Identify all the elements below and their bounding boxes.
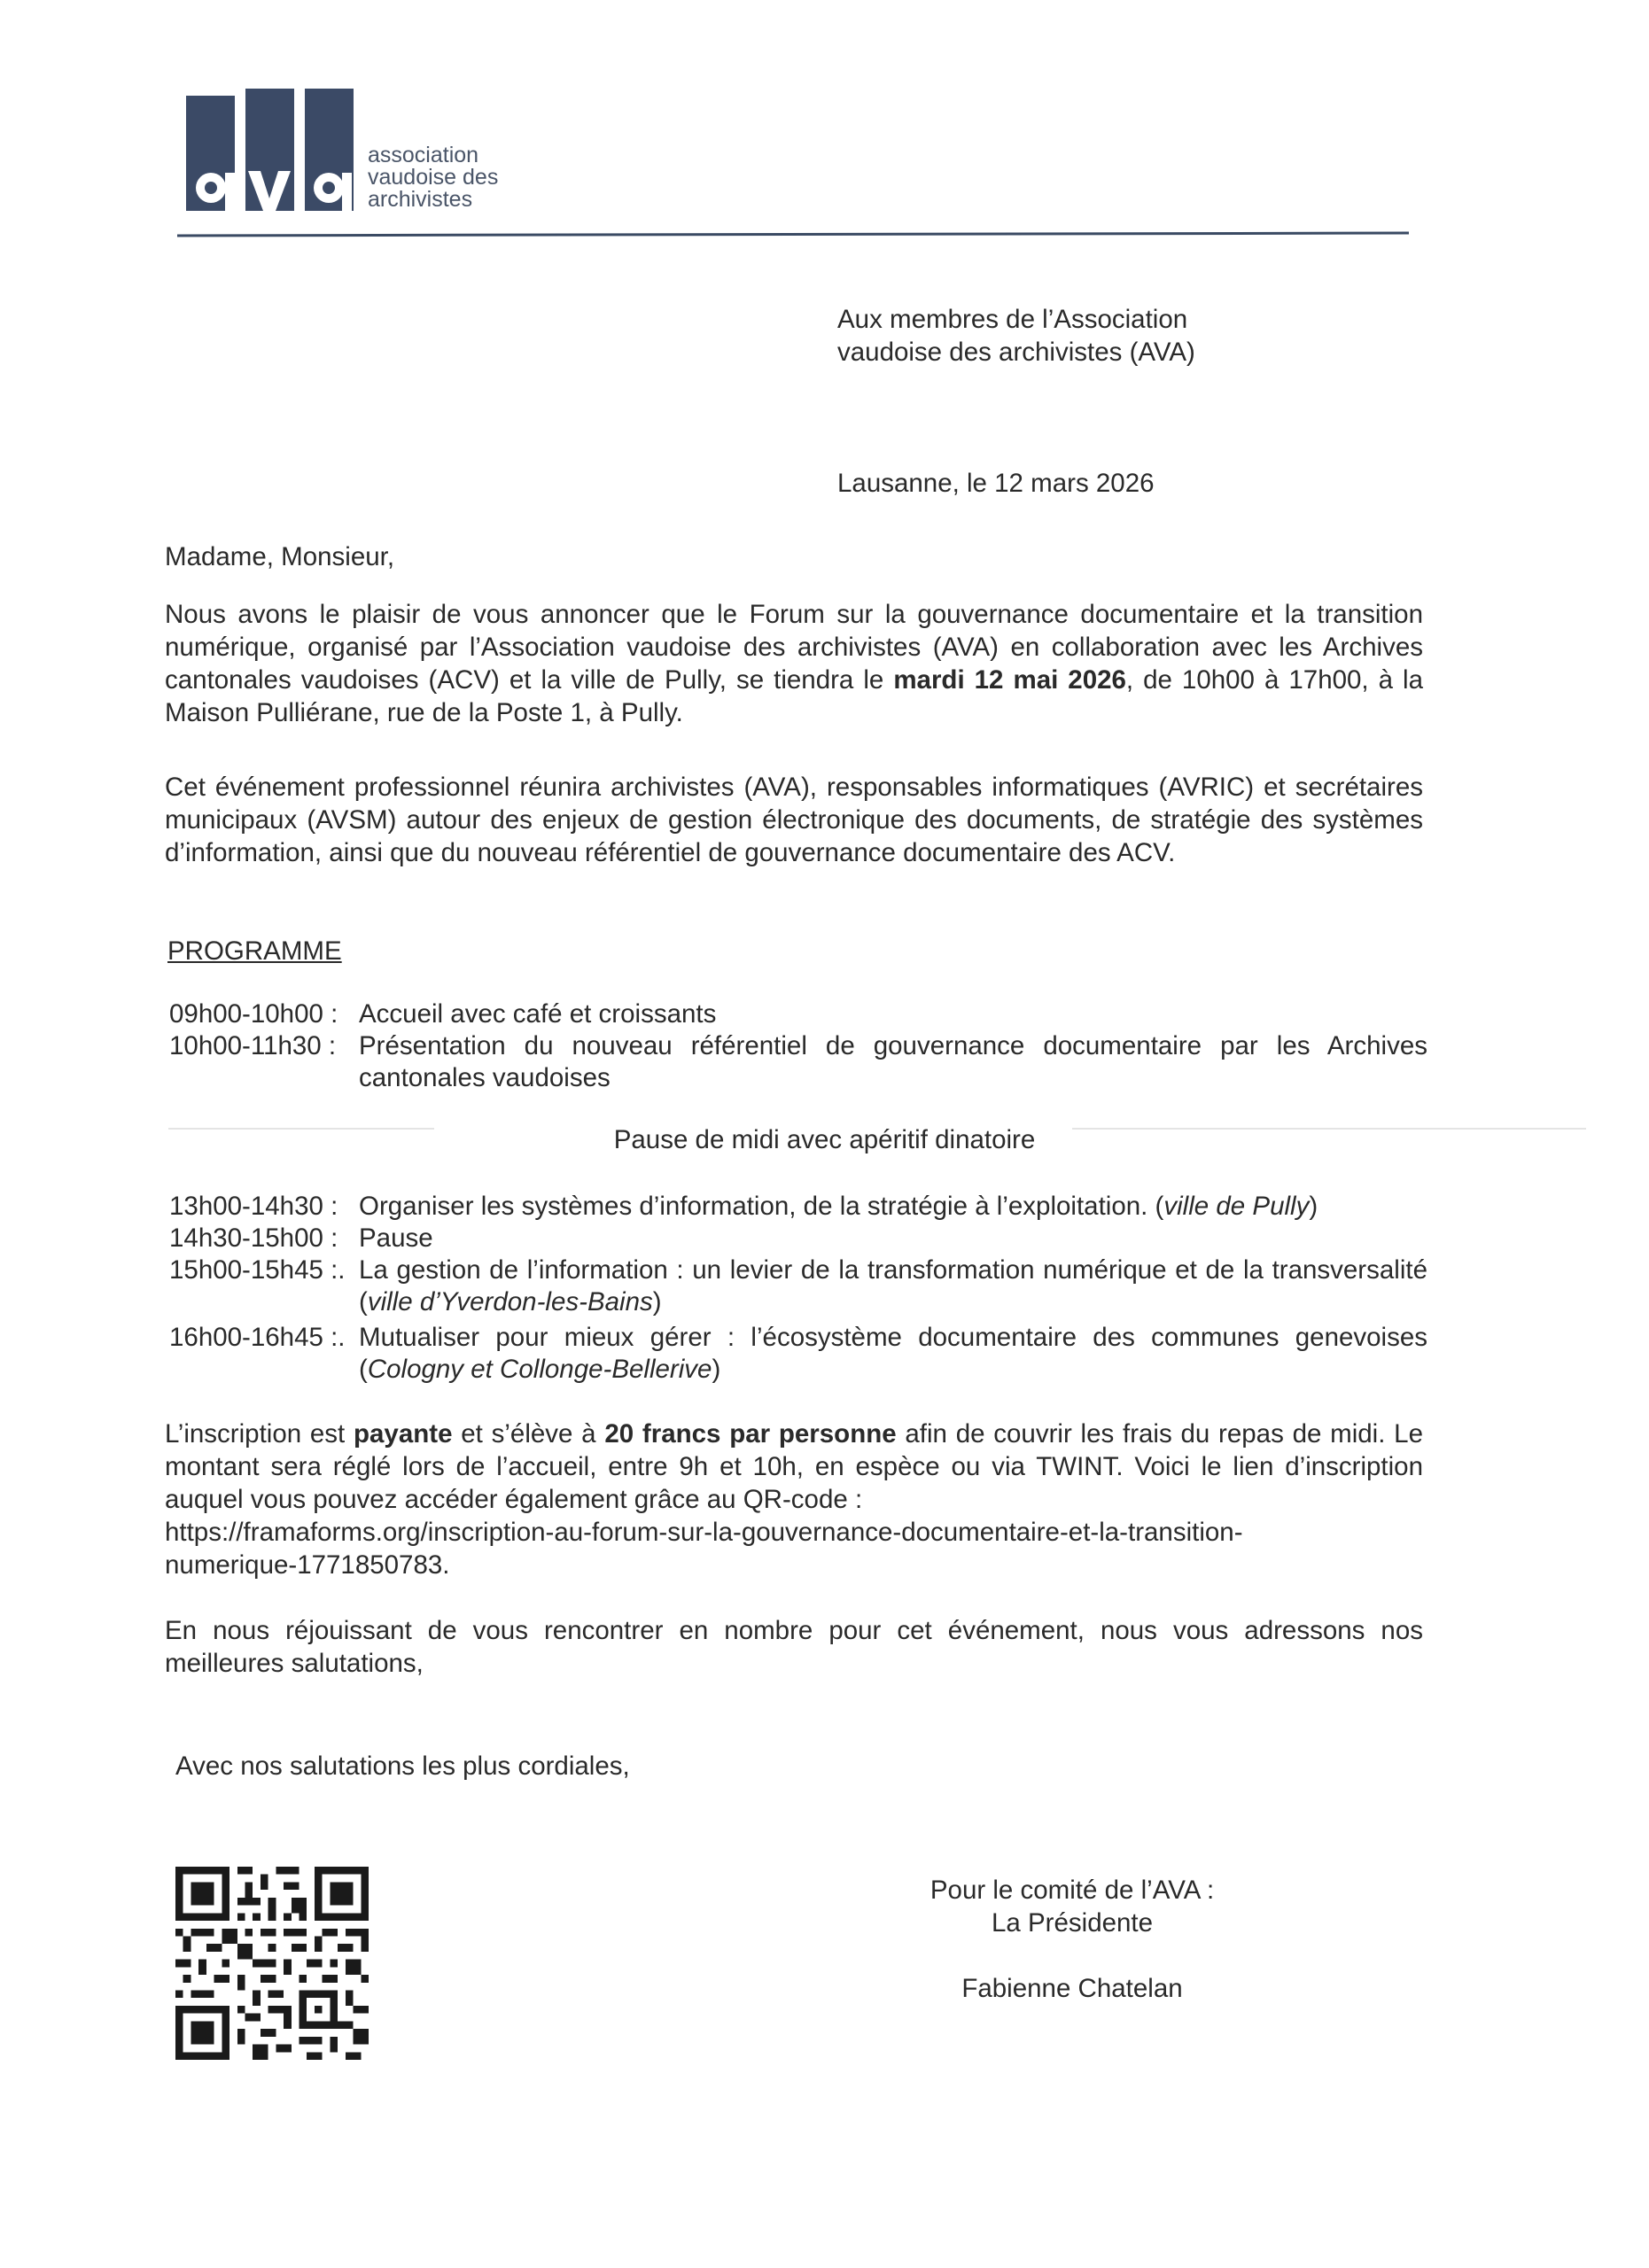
programme-row [169, 1322, 1427, 1386]
desc-text: Organiser les systèmes d’information, de la stratégie à l’exploitation. ( [359, 1192, 1164, 1221]
programme-time: 15h00-15h45 :. [169, 1255, 346, 1285]
paragraph-announcement [165, 598, 1423, 729]
recipient-line-2: vaudoise des archivistes (AVA) [837, 338, 1195, 367]
paragraph-audience: Cet événement professionnel réunira archivistes (AVA), responsables informatiques (AVRIC) et secrétaires municipaux (AVSM) autour des enjeux de gestion électronique des documents, de stratégie des systèmes d’information, ainsi que du nouveau référentiel de gouvernance documentaire des ACV. [165, 773, 1423, 867]
event-date: mardi 12 mai 2026 [893, 665, 1126, 695]
programme-time: 13h00-14h30 : [169, 1192, 338, 1221]
programme-row [169, 998, 1427, 1030]
desc-end: ) [652, 1287, 662, 1317]
desc-end: ) [712, 1355, 721, 1384]
programme-row [169, 1254, 1427, 1318]
programme-row [169, 1030, 1427, 1094]
signature-committee: Pour le comité de l’AVA : [930, 1876, 1215, 1905]
paid-label: payante [354, 1419, 453, 1449]
org-line-3: archivistes [368, 187, 473, 212]
programme-row [169, 1223, 1427, 1254]
programme-desc: Présentation du nouveau référentiel de gouvernance documentaire par les Archives cantonales vaudoises [359, 1031, 1427, 1092]
programme-time: 10h00-11h30 : [169, 1031, 337, 1060]
registration-link[interactable] [165, 1516, 1423, 1581]
programme-heading: PROGRAMME [167, 936, 342, 966]
programme-row [169, 1191, 1427, 1223]
signature-name: Fabienne Chatelan [961, 1974, 1183, 2003]
programme-desc: Accueil avec café et croissants [359, 999, 717, 1029]
closing-salutation: Avec nos salutations les plus cordiales, [175, 1751, 630, 1781]
speaker: ville de Pully [1163, 1192, 1310, 1221]
programme-time: 09h00-10h00 : [169, 999, 338, 1029]
desc-end: ) [1309, 1192, 1318, 1221]
logo-bar-2 [245, 89, 294, 211]
desc-text: La gestion de l’information : un levier de la transformation numérique et de la transversalité ( [359, 1255, 1427, 1317]
signature-role: La Présidente [991, 1908, 1154, 1938]
greeting: Madame, Monsieur, [165, 542, 395, 571]
speaker: ville d’Yverdon-les-Bains [367, 1287, 653, 1317]
para3-text-c: afin de couvrir les frais du repas de midi. Le montant sera réglé lors de l’accueil, entre 9h et 10h, en espèce ou via TWINT. Voici le lien d’inscription auquel vous pouvez accéder également grâce au QR-code : [165, 1419, 1423, 1514]
link-part-2[interactable]: numerique-1771850783. [165, 1550, 450, 1580]
para3-text-a: L’inscription est [165, 1419, 354, 1449]
programme-time: 16h00-16h45 :. [169, 1323, 346, 1352]
org-line-1: association [368, 143, 479, 167]
recipient-line-1: Aux membres de l’Association [837, 305, 1188, 334]
programme-morning [169, 998, 1427, 1094]
link-part-1[interactable]: https://framaforms.org/inscription-au-forum-sur-la-gouvernance-documentaire-et-la-transition- [165, 1518, 1243, 1547]
paragraph-closing: En nous réjouissant de vous rencontrer en nombre pour cet événement, nous vous adressons nos meilleures salutations, [165, 1616, 1423, 1678]
recipient-block [837, 303, 1369, 369]
org-line-2: vaudoise des [368, 165, 499, 190]
programme-desc [359, 1191, 1427, 1223]
letter-date: Lausanne, le 12 mars 2026 [837, 469, 1155, 498]
header-rule [177, 232, 1409, 237]
programme-desc [359, 1254, 1427, 1318]
paragraph-registration [165, 1418, 1423, 1581]
para3-text-b: et s’élève à [452, 1419, 605, 1449]
programme-time: 14h30-15h00 : [169, 1223, 338, 1253]
qr-code-icon[interactable] [175, 1867, 369, 2060]
price-label: 20 francs par personne [604, 1419, 897, 1449]
speaker: Cologny et Collonge-Bellerive [367, 1355, 712, 1384]
programme-desc: Pause [359, 1223, 433, 1253]
programme-desc [359, 1322, 1427, 1386]
org-name [368, 144, 498, 211]
programme-afternoon [169, 1191, 1427, 1386]
para1-text-a: Nous avons le plaisir de vous annoncer que le Forum sur la gouvernance documentaire et la transition numérique, organisé par l’Association vaudoise des archivistes (AVA) en collaboration avec les Archives cantonales vaudoises (ACV) et la ville de Pully, se tiendra le [165, 600, 1423, 695]
lunch-break: Pause de midi avec apéritif dinatoire [613, 1125, 1036, 1154]
para1-text-b: , de 10h00 à 17h00, à la Maison Pulliérane, rue de la Poste 1, à Pully. [165, 665, 1423, 727]
desc-text: Mutualiser pour mieux gérer : l’écosystème documentaire des communes genevoises ( [359, 1323, 1427, 1384]
